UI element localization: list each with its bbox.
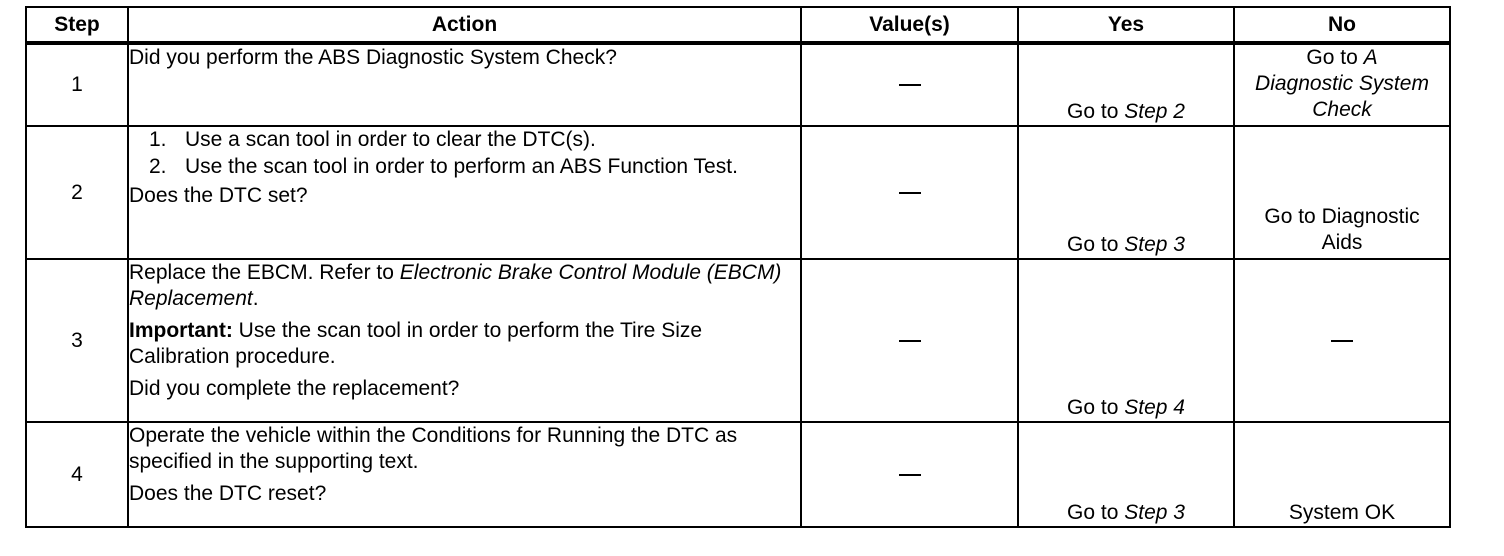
dash-mark: [899, 340, 921, 342]
value-cell: [801, 43, 1018, 126]
action-text: Replace the EBCM. Refer to: [129, 261, 400, 284]
header-values: Value(s): [801, 7, 1018, 43]
table-row-step-1: [26, 43, 1450, 126]
action-text-suffix: .: [252, 287, 259, 310]
yes-step-link[interactable]: Step 4: [1124, 396, 1185, 419]
list-item: [149, 127, 800, 153]
important-note: [129, 318, 800, 370]
table-row-step-3: [26, 259, 1450, 422]
no-result: System OK: [1288, 501, 1396, 524]
yes-prefix: Go to: [1067, 396, 1125, 419]
step-number: 2: [26, 126, 128, 259]
action-cell: [128, 43, 801, 126]
header-row: [26, 7, 1450, 43]
action-question: Did you complete the replacement?: [129, 377, 460, 400]
no-cell: [1234, 422, 1450, 527]
yes-step-link[interactable]: Step 3: [1124, 501, 1185, 524]
action-paragraph: [129, 260, 800, 312]
step-number: 4: [26, 422, 128, 527]
yes-prefix: Go to: [1067, 100, 1125, 123]
action-text: Did you perform the ABS Diagnostic System Check?: [129, 46, 617, 69]
header-action: Action: [128, 7, 801, 43]
no-cell: [1234, 43, 1450, 126]
step-number: 1: [26, 43, 128, 126]
yes-cell: [1018, 259, 1234, 422]
list-item-number: 2.: [149, 155, 167, 178]
important-text: Use the scan tool in order to perform the Tire Size Calibration procedure.: [129, 319, 703, 368]
no-link[interactable]: Go to Diagnostic Aids: [1264, 205, 1420, 254]
list-item-number: 1.: [149, 128, 167, 151]
yes-prefix: Go to: [1067, 501, 1125, 524]
dash-mark: [1331, 340, 1353, 342]
header-no: No: [1234, 7, 1450, 43]
header-yes: Yes: [1018, 7, 1234, 43]
list-item: [149, 154, 800, 180]
yes-cell: [1018, 126, 1234, 259]
procedure-link[interactable]: Electronic Brake Control Module (EBCM) Replacement: [129, 261, 782, 310]
list-item-text: Use a scan tool in order to clear the DTC(s).: [185, 128, 596, 151]
dash-mark: [899, 474, 921, 476]
table-row-step-4: [26, 422, 1450, 527]
action-question: Does the DTC set?: [129, 184, 308, 207]
list-item-text: Use the scan tool in order to perform an ABS Function Test.: [185, 155, 738, 178]
action-paragraph: Operate the vehicle within the Conditions for Running the DTC as specified in the supporting text.: [129, 424, 738, 473]
value-cell: [801, 259, 1018, 422]
yes-cell: [1018, 43, 1234, 126]
no-cell: [1234, 259, 1450, 422]
value-cell: [801, 422, 1018, 527]
dash-mark: [899, 192, 921, 194]
action-cell: [128, 126, 801, 259]
important-label: Important:: [129, 319, 233, 342]
step-number: 3: [26, 259, 128, 422]
yes-prefix: Go to: [1067, 233, 1125, 256]
yes-cell: [1018, 422, 1234, 527]
no-cell: [1234, 126, 1450, 259]
no-link[interactable]: A Diagnostic System Check: [1255, 46, 1429, 121]
yes-step-link[interactable]: Step 2: [1124, 100, 1185, 123]
diagnostic-table: [25, 6, 1451, 528]
action-cell: [128, 422, 801, 527]
no-prefix: Go to: [1306, 46, 1364, 69]
action-list: [129, 127, 800, 180]
dash-mark: [899, 84, 921, 86]
action-question: Does the DTC reset?: [129, 482, 327, 505]
table-row-step-2: [26, 126, 1450, 259]
action-cell: [128, 259, 801, 422]
header-step: Step: [26, 7, 128, 43]
yes-step-link[interactable]: Step 3: [1124, 233, 1185, 256]
value-cell: [801, 126, 1018, 259]
